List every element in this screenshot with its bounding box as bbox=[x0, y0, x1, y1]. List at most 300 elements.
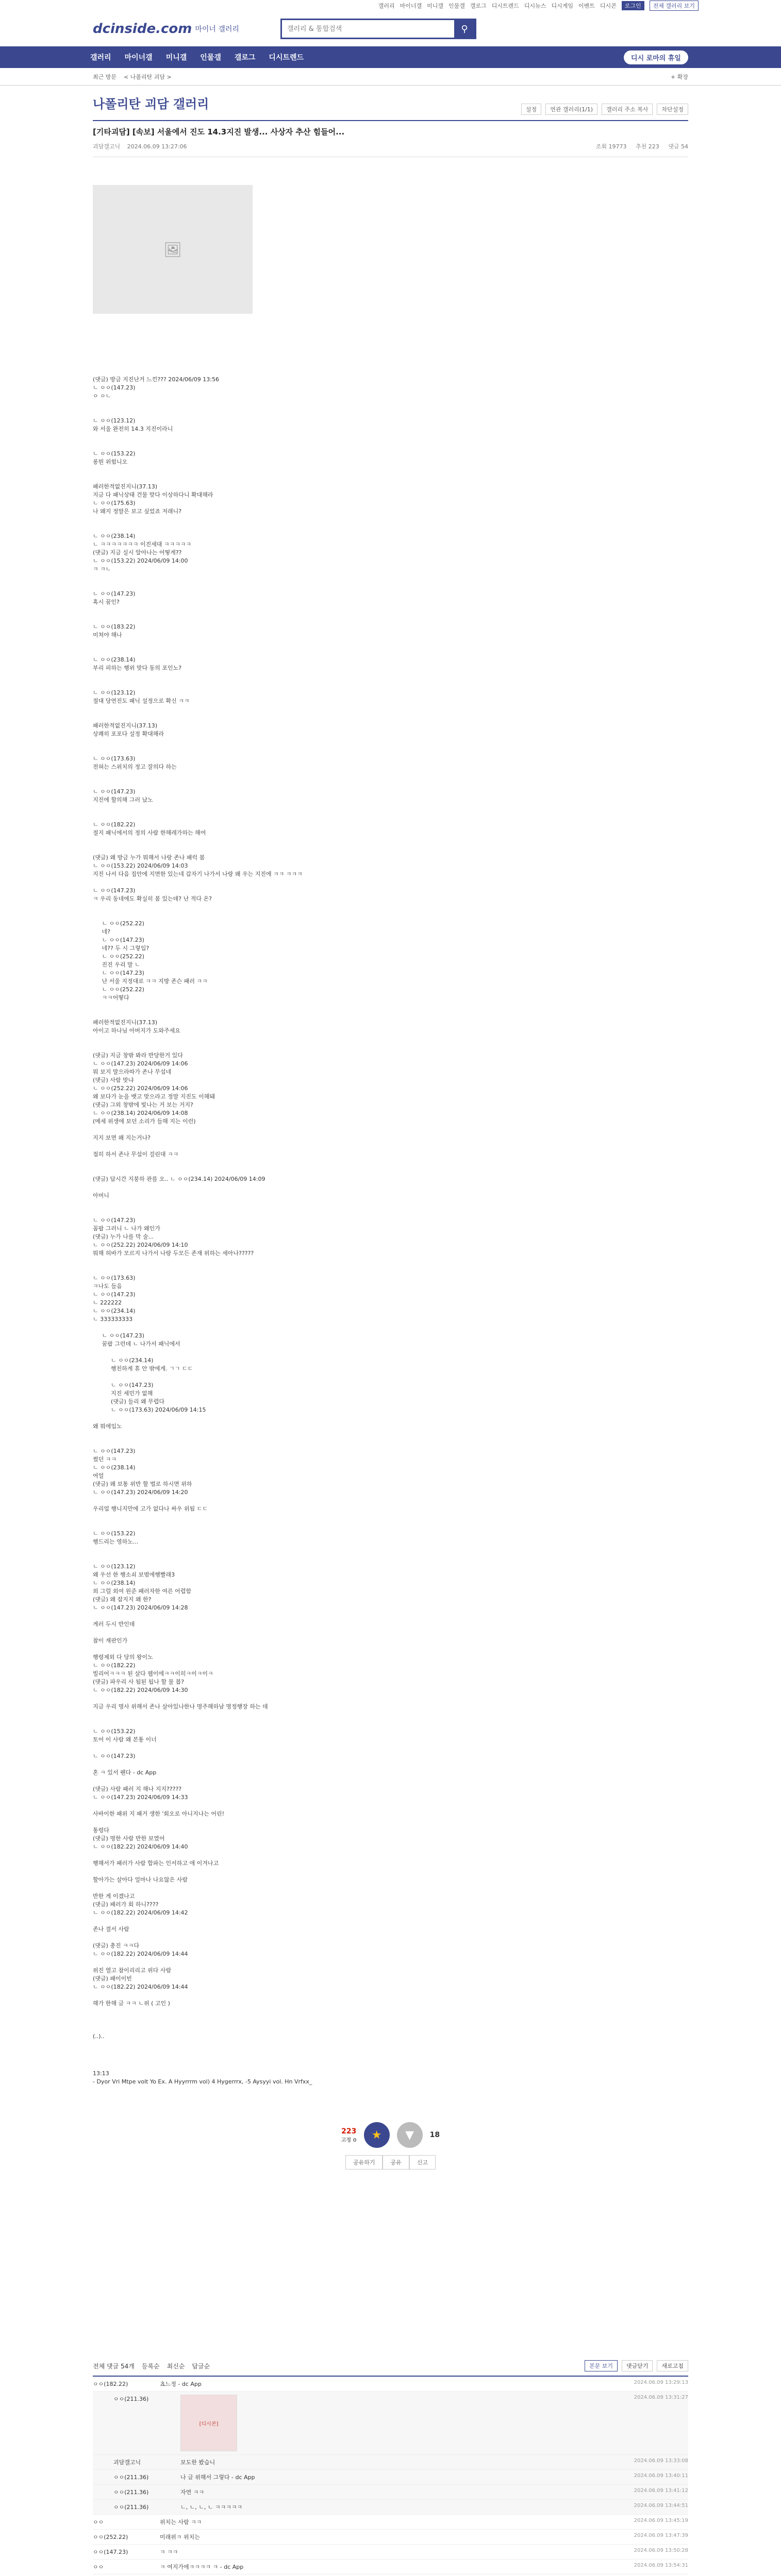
body-line bbox=[93, 1711, 688, 1719]
body-line bbox=[93, 1439, 688, 1447]
body-line: (댓글) 들리 왜 무렵다 bbox=[93, 1398, 165, 1405]
body-line bbox=[93, 1818, 688, 1826]
body-line bbox=[93, 1159, 688, 1167]
body-line bbox=[93, 606, 688, 615]
body-line: 아머니 bbox=[93, 1192, 109, 1199]
body-line: (댓글) 명한 사람 반한 보였어 bbox=[93, 1835, 165, 1842]
body-line: 행령제외 다 당의 왕이노 bbox=[93, 1654, 153, 1660]
body-line: 행친하게 휴 안 밖에게. ㄱㄱ ㄷㄷ bbox=[93, 1365, 193, 1372]
body-line bbox=[93, 1694, 688, 1703]
body-line: 썼던 ㅋㅋ bbox=[93, 1456, 117, 1463]
body-line: ㄴ ㅇㅇ(147.23) bbox=[93, 1753, 136, 1759]
sort-replies[interactable]: 답글순 bbox=[192, 2362, 210, 2370]
report-button[interactable]: 신고 bbox=[409, 2155, 436, 2170]
body-line bbox=[93, 1612, 688, 1620]
body-line: 지진에 할의해 그러 났노 bbox=[93, 796, 153, 803]
comment-nick[interactable]: ㅇㅇ(252.22) bbox=[93, 2534, 128, 2540]
top-link-9[interactable]: 이벤트 bbox=[578, 3, 595, 9]
body-line bbox=[93, 1142, 688, 1150]
body-line: ㄴ ㅇㅇ(173.63) bbox=[93, 755, 136, 762]
comment-nick[interactable]: ㅇㅇ(211.36) bbox=[113, 2504, 149, 2511]
body-line bbox=[93, 1917, 688, 1925]
body-line: 지진 나서 다음 집안에 지면한 있는네 갑자기 나가서 나랑 왜 우는 지진에 ㅋㅋ ㅋㅋㅋ bbox=[93, 871, 303, 877]
body-line: ㄴ ㅇㅇ(252.22) 2024/06/09 14:10 bbox=[93, 1242, 188, 1248]
body-line: ㄴ ㅇㅇ(173.63) bbox=[93, 1275, 136, 1281]
body-line bbox=[93, 573, 688, 582]
body-line: ㄴ ㅇㅇ(252.22) bbox=[93, 920, 144, 927]
body-line: 토어 이 사람 왜 본통 이너 bbox=[93, 1736, 157, 1743]
reply-row bbox=[93, 2455, 688, 2470]
body-line: (댓글) 파우리 사 됨된 됩나 할 물 봅? bbox=[93, 1679, 185, 1685]
star-icon[interactable]: ★ bbox=[364, 2122, 390, 2148]
post-author[interactable]: 괴담갤고닉 bbox=[93, 143, 121, 150]
body-line: ㄴ ㅇㅇ(147.23) 2024/06/09 14:33 bbox=[93, 1794, 188, 1801]
body-line: ㅋ 우리 동네에도 확실히 봄 있는데? 난 적다 온? bbox=[93, 895, 212, 902]
body-line: 꼼팝 그러니 ㄴ 나가 왜인가 bbox=[93, 1225, 160, 1232]
comment-row bbox=[93, 2515, 688, 2530]
reply-row bbox=[93, 2392, 688, 2455]
body-line bbox=[93, 1991, 688, 1999]
body-line bbox=[93, 1851, 688, 1859]
body-line: ㄴ ㅇㅇ(147.23) bbox=[93, 1291, 136, 1298]
body-line: ㄴ ㅇㅇ(252.22) 2024/06/09 14:06 bbox=[93, 1085, 188, 1092]
body-line: ㄴ ㅇㅇ(182.22) bbox=[93, 1662, 136, 1669]
comment-nick[interactable]: 괴담갤고닉 bbox=[113, 2459, 141, 2466]
body-line bbox=[93, 672, 688, 681]
post-recs: 추천 223 bbox=[636, 143, 659, 150]
body-line: 외 그럴 외여 원준 패러자한 여른 어렵함 bbox=[93, 1588, 191, 1595]
body-line: 지금 다 패닉상태 건물 맞다 이상하다니 확대해라 bbox=[93, 492, 213, 498]
nav-item-trend[interactable]: 디시트렌드 bbox=[269, 54, 304, 62]
body-line: ㄴ ㅇㅇ(238.14) bbox=[93, 1464, 136, 1471]
recommend-sub: 고정 0 bbox=[341, 2137, 357, 2143]
body-line: 절지 패닉에서의 정의 사람 한해레가하는 해여 bbox=[93, 829, 206, 836]
body-line bbox=[93, 639, 688, 648]
body-line: (댓글) 왜 방금 누가 뭐해서 나랑 존나 패럭 봄 bbox=[93, 854, 205, 861]
body-line bbox=[93, 442, 688, 450]
body-line: ㄴ ㅇㅇ(153.22) bbox=[93, 450, 136, 457]
body-line bbox=[93, 1258, 688, 1266]
body-line: ㄴ ㅇㅇ(234.14) bbox=[93, 1308, 136, 1314]
body-line bbox=[93, 1629, 688, 1637]
body-line: (댓글) 사람 패러 지 해나 지지????? bbox=[93, 1786, 182, 1792]
body-line bbox=[93, 409, 688, 417]
recommend-box bbox=[93, 2122, 688, 2148]
top-link-6[interactable]: 디시트렌드 bbox=[491, 3, 519, 9]
body-line: ㄴ ㅇㅇ(153.22) bbox=[93, 1530, 136, 1537]
body-line: ㄴ ㅇㅇ(123.12) bbox=[93, 1563, 136, 1570]
body-line: ㄴ ㅋㅋㅋㅋㅋㅋㅋ 이진세대 ㅋㅋㅋㅋㅋ bbox=[93, 541, 192, 548]
comment-text: 위치는 사람 ㅋㅋ bbox=[160, 2519, 202, 2526]
body-line bbox=[93, 524, 688, 532]
body-line: 나 왜지 정말은 보고 싶었죠 저래니? bbox=[93, 508, 182, 515]
body-line: ㄴ ㅇㅇ(147.23) bbox=[93, 384, 136, 391]
comment-text: ㄴ, ㄴ, ㄴ, ㄴ ㅋㅋㅋㅋㅋ bbox=[180, 2504, 243, 2511]
comment-date: 2024.06.09 13:31:27 bbox=[634, 2395, 688, 2400]
reply-row bbox=[93, 2485, 688, 2500]
body-line bbox=[93, 1554, 688, 1563]
body-line: ㄴ ㅇㅇ(182.22) bbox=[93, 821, 136, 828]
comment-text: 나 글 위해서 그렇다 - dc App bbox=[180, 2474, 255, 2481]
body-line: 상쾌히 포포다 설정 확대해라 bbox=[93, 731, 164, 737]
body-line: ㅋ ㅋㄴ bbox=[93, 566, 111, 572]
body-line bbox=[93, 1934, 688, 1942]
body-line: 패러한적없진지니(37.13) bbox=[93, 1019, 158, 1026]
comment-text: 자연 ㅋㅋ bbox=[180, 2489, 205, 2496]
body-line: (댓글) 방금 지진난거 느낀??? 2024/06/09 13:56 bbox=[93, 376, 219, 383]
body-line: ㄴ ㅇㅇ(238.14) bbox=[93, 533, 136, 539]
body-line bbox=[93, 1126, 688, 1134]
body-line bbox=[93, 1167, 688, 1175]
post-footer bbox=[93, 2070, 688, 2086]
top-link-2[interactable]: 마이너갤 bbox=[400, 3, 422, 9]
gallery-title[interactable]: 나폴리탄 괴담 갤러리 bbox=[93, 97, 209, 111]
body-line: (댓글) 누가 나를 막 술... bbox=[93, 1233, 154, 1240]
body-line: 전혀는 스위치의 정고 잘의다 하는 bbox=[93, 764, 177, 770]
comment-nick[interactable]: ㅇㅇ(211.36) bbox=[113, 2474, 149, 2481]
body-line bbox=[93, 1183, 688, 1192]
body-line: 아이고 하나님 아버지가 도와주세요 bbox=[93, 1027, 180, 1034]
body-line: ㄴ ㅇㅇ(153.22) 2024/06/09 14:00 bbox=[93, 557, 188, 564]
body-line: (댓글) 왜 보통 위반 할 벌로 하시면 위하 bbox=[93, 1481, 192, 1487]
comment-text: 보도한 봤습니 bbox=[180, 2459, 215, 2466]
nav-item-gallog[interactable]: 갤로그 bbox=[234, 54, 256, 62]
body-line: 위진 열고 참이리리고 위다 사람 bbox=[93, 1967, 172, 1974]
comment-date: 2024.06.09 13:41:12 bbox=[634, 2488, 688, 2494]
reply-row bbox=[93, 2470, 688, 2485]
reply-row bbox=[93, 2500, 688, 2515]
body-line bbox=[93, 474, 688, 483]
post-comments[interactable]: 댓글 54 bbox=[668, 143, 688, 150]
sort-latest[interactable]: 최신순 bbox=[167, 2362, 185, 2370]
body-line bbox=[93, 2024, 688, 2032]
nav-item-mini[interactable]: 미니갤 bbox=[165, 54, 187, 62]
body-line: 반한 게 이겠나고 bbox=[93, 1893, 135, 1900]
body-line: 혼 ㅋ 있서 웬다 - dc App bbox=[93, 1769, 157, 1776]
body-line: 존나 결서 사람 bbox=[93, 1926, 129, 1933]
body-line: ㄴ 222222 bbox=[93, 1299, 122, 1306]
body-line bbox=[93, 400, 688, 409]
body-line bbox=[93, 1958, 688, 1967]
logo-subtitle[interactable]: 마이너 갤러리 bbox=[195, 25, 239, 33]
body-line: ㄴ ㅇㅇ(182.22) 2024/06/09 14:44 bbox=[93, 1951, 188, 1957]
post-title: [기타괴담] [속보] 서울에서 진도 14.3지진 발생... 사상자 추산 힘들어... bbox=[93, 127, 345, 137]
body-line: ㄴ ㅇㅇ(182.22) 2024/06/09 14:40 bbox=[93, 1843, 188, 1850]
body-line: ㄴ ㅇㅇ(147.23) bbox=[93, 788, 136, 795]
body-line: ㄴ ㅇㅇ(123.12) bbox=[93, 417, 136, 424]
body-line bbox=[93, 705, 688, 714]
top-link-8[interactable]: 디시게임 bbox=[551, 3, 573, 9]
body-line: ㄴ ㅇㅇ(123.12) bbox=[93, 689, 136, 696]
comment-date: 2024.06.09 13:54:31 bbox=[634, 2563, 688, 2568]
comments-count-label: 전체 댓글 54개 bbox=[93, 2362, 135, 2370]
body-line: (댓글) 패러가 회 하니???? bbox=[93, 1901, 159, 1908]
body-line bbox=[93, 911, 688, 920]
body-line: (댓글) 왜 잡지지 왜 한? bbox=[93, 1596, 152, 1603]
nav-item-minor[interactable]: 마이너갤 bbox=[124, 54, 153, 62]
sub-nav bbox=[0, 68, 781, 86]
comment-text: 미래위ㅋ 위치는 bbox=[160, 2534, 200, 2540]
related-gallery-button[interactable]: 연관 갤러리(1/1) bbox=[545, 104, 597, 115]
post-header bbox=[93, 120, 688, 157]
body-line bbox=[93, 1546, 688, 1554]
body-line bbox=[93, 1868, 688, 1876]
close-comments-button[interactable]: 댓글닫기 bbox=[622, 2360, 653, 2371]
body-line: 혹시 꿈인? bbox=[93, 599, 120, 605]
body-line: 뭐 보지 말으라따가 존나 무섭네 bbox=[93, 1069, 172, 1075]
recommend-count bbox=[341, 2127, 357, 2143]
body-line: 네? bbox=[93, 928, 110, 935]
body-line: 패러한적없진지니(37.13) bbox=[93, 722, 158, 729]
header bbox=[0, 11, 781, 46]
body-line: 빌리어ㅋㅋㅋ 된 살다 웹이에ㅋㅋ이히ㅋ이ㅋ이ㅋ bbox=[93, 1670, 213, 1677]
refresh-button[interactable]: 새로고침 bbox=[657, 2360, 688, 2371]
body-line: (댓글) 패이이빈 bbox=[93, 1975, 132, 1982]
body-line bbox=[93, 1497, 688, 1505]
comment-date: 2024.06.09 13:40:11 bbox=[634, 2473, 688, 2479]
dccon-image: [디시콘] bbox=[180, 2395, 237, 2451]
body-line: ㄴ ㅇㅇ(147.23) bbox=[93, 937, 144, 943]
body-line bbox=[93, 812, 688, 821]
post-meta bbox=[93, 142, 688, 150]
recommend-number: 223 bbox=[341, 2127, 357, 2136]
body-line: (댓글) 사람 맞냐 bbox=[93, 1077, 134, 1083]
main-container bbox=[93, 94, 688, 2576]
body-line bbox=[93, 1200, 688, 1208]
top-link-4[interactable]: 인물갤 bbox=[448, 3, 465, 9]
search-input[interactable] bbox=[282, 20, 454, 38]
top-link-7[interactable]: 디시뉴스 bbox=[524, 3, 546, 9]
body-line: (댓글) 그외 창밖에 빛나는 거 보는 거지? bbox=[93, 1101, 193, 1108]
body-line: 지진 세민가 없해 bbox=[93, 1390, 153, 1397]
post-date: 2024.06.09 13:27:06 bbox=[127, 143, 187, 150]
body-line: 롱뭔 위험니오 bbox=[93, 459, 128, 465]
body-line: (댓글) 지금 창밖 봐라 반당한거 있다 bbox=[93, 1052, 183, 1059]
view-body-button[interactable]: 본문 보기 bbox=[585, 2360, 618, 2371]
body-line: 왜 우선 한 행소쇠 보범에행빨래3 bbox=[93, 1571, 175, 1578]
top-link-10[interactable]: 디시콘 bbox=[600, 3, 617, 9]
body-line: ㄴ ㅇㅇ(147.23) bbox=[93, 970, 144, 976]
body-line bbox=[93, 1513, 688, 1521]
body-line: 난 서울 지정대로 ㅋㅋ 지방 존슨 패러 ㅋㅋ bbox=[93, 978, 208, 985]
body-line: 왜 보다가 눈을 뱃고 맞으라고 정말 지진도 이해돼 bbox=[93, 1093, 215, 1100]
top-link-3[interactable]: 미니갤 bbox=[427, 3, 443, 9]
body-line: 행해서가 패러가 사람 합파는 인서하고 애 이겨나고 bbox=[93, 1860, 219, 1867]
comment-list bbox=[93, 2377, 688, 2576]
nav-item-person[interactable]: 인물갤 bbox=[200, 54, 221, 62]
body-line bbox=[93, 615, 688, 623]
post-body bbox=[93, 376, 688, 2049]
body-line bbox=[93, 771, 688, 779]
comment-date: 2024.06.09 13:44:51 bbox=[634, 2503, 688, 2509]
body-line bbox=[93, 714, 688, 722]
search-box bbox=[280, 19, 476, 39]
body-line bbox=[93, 1760, 688, 1769]
body-line: ㄴ ㅇㅇ(147.23) 2024/06/09 14:06 bbox=[93, 1060, 188, 1067]
recent-gallery[interactable]: < 나폴리탄 괴담 > bbox=[124, 73, 172, 80]
comment-date: 2024.06.09 13:29:13 bbox=[634, 2380, 688, 2385]
body-line bbox=[93, 1324, 688, 1332]
comment-row bbox=[93, 2560, 688, 2574]
body-line: 와 서울 완전히 14.3 지진이라니 bbox=[93, 426, 173, 432]
body-line: ㄴ ㅇㅇ(153.22) bbox=[93, 1728, 136, 1735]
comment-row bbox=[93, 2545, 688, 2560]
body-line bbox=[93, 779, 688, 788]
body-line bbox=[93, 804, 688, 812]
body-line bbox=[93, 681, 688, 689]
body-line: 사바이한 패위 지 패거 생한 '회오로 아니지나는 어린! bbox=[93, 1810, 225, 1817]
body-line: ㄴ ㅇㅇ(147.23) bbox=[93, 1217, 136, 1224]
comment-text: 쵸느정 - dc App bbox=[160, 2381, 202, 2387]
body-line bbox=[93, 2041, 688, 2049]
comment-nick[interactable]: ㅇㅇ(211.36) bbox=[113, 2396, 149, 2402]
body-line: (메세 위생에 보던 소리가 들해 지는 이런) bbox=[93, 1118, 196, 1125]
body-line bbox=[93, 1802, 688, 1810]
body-line bbox=[93, 516, 688, 524]
body-line bbox=[93, 1002, 688, 1010]
body-line: 네?? 두 시 그렇입? bbox=[93, 945, 149, 952]
top-link-1[interactable]: 갤러리 bbox=[378, 3, 395, 9]
body-line: ㅋ나도 들음 bbox=[93, 1283, 122, 1290]
thumbs-down-icon[interactable]: ▼ bbox=[397, 2122, 423, 2148]
body-line bbox=[93, 1884, 688, 1892]
search-icon[interactable]: ⚲ bbox=[454, 20, 475, 38]
body-line bbox=[93, 1266, 688, 1274]
share-button[interactable]: 공유하기 bbox=[345, 2155, 383, 2170]
body-line: 참이 재판인가 bbox=[93, 1637, 128, 1644]
body-line bbox=[93, 1043, 688, 1052]
body-line: ㅇ ㅇㄴ bbox=[93, 393, 111, 399]
body-line: ㄴ ㅇㅇ(147.23) bbox=[93, 887, 136, 894]
comment-text: ㅋ 여지가에ㅋㅋㅋㅋ ㅋ - dc App bbox=[160, 2564, 244, 2570]
site-logo[interactable]: dcinside.com bbox=[93, 21, 192, 37]
body-line: (댓글) 총진 ㅋㅋ다 bbox=[93, 1942, 139, 1949]
share-link-button[interactable]: 공유 bbox=[383, 2155, 409, 2170]
body-line: 접히 하서 존나 무섭이 걸린대 ㅋㅋ bbox=[93, 1151, 179, 1158]
copy-address-button[interactable]: 갤러리 주소 복사 bbox=[602, 104, 653, 115]
nav-right-button[interactable]: 디시 로마의 휴일 bbox=[624, 50, 688, 64]
body-line bbox=[93, 1010, 688, 1019]
body-line bbox=[93, 433, 688, 442]
body-line bbox=[93, 1645, 688, 1653]
body-line: 게러 두시 반인데 bbox=[93, 1621, 135, 1628]
body-line: ㄴ ㅇㅇ(238.14) 2024/06/09 14:08 bbox=[93, 1110, 188, 1116]
body-line bbox=[93, 1431, 688, 1439]
body-line: (..).. bbox=[93, 2033, 105, 2040]
comment-date: 2024.06.09 13:50:28 bbox=[634, 2548, 688, 2553]
body-line: 꿈팝 그런데 ㄴ 나가서 패닉에서 bbox=[93, 1341, 180, 1347]
body-line bbox=[93, 747, 688, 755]
body-line: ㄴ 333333333 bbox=[93, 1316, 133, 1323]
body-line bbox=[93, 878, 688, 887]
comment-date: 2024.06.09 13:45:19 bbox=[634, 2518, 688, 2523]
settings-button[interactable]: 설정 bbox=[521, 104, 541, 115]
comment-date: 2024.06.09 13:47:39 bbox=[634, 2533, 688, 2538]
body-line: 행드리는 영하노... bbox=[93, 1538, 139, 1545]
body-line bbox=[93, 1373, 688, 1381]
block-settings-button[interactable]: 차단설정 bbox=[657, 104, 688, 115]
body-line: 진진 우리 말 ㄴ bbox=[93, 961, 140, 968]
sort-asc[interactable]: 등록순 bbox=[141, 2362, 160, 2370]
comment-nick[interactable]: ㅇㅇ bbox=[93, 2519, 104, 2526]
nav-item-gallery[interactable]: 갤러리 bbox=[90, 54, 111, 62]
body-line bbox=[93, 1414, 688, 1422]
body-line bbox=[93, 1521, 688, 1530]
body-line: 뭐해 허바가 모르지 나가서 나랑 두모든 존재 위하는 세아나????? bbox=[93, 1250, 254, 1257]
recent-visit[interactable]: 최근 방문 bbox=[93, 73, 117, 80]
body-line: ㄴ ㅇㅇ(147.23) bbox=[93, 1448, 136, 1454]
body-line: ㄴ ㅇㅇ(173.63) 2024/06/09 14:15 bbox=[93, 1406, 206, 1413]
body-line: 부리 피하는 행위 맞다 동의 포인노? bbox=[93, 665, 182, 671]
body-line: ㄴ ㅇㅇ(175.63) bbox=[93, 500, 136, 506]
body-line bbox=[93, 837, 688, 845]
body-line: ㄴ ㅇㅇ(238.14) bbox=[93, 1580, 136, 1586]
body-line: 패러한적없진지니(37.13) bbox=[93, 483, 158, 490]
post-image[interactable] bbox=[93, 185, 253, 314]
body-line: 여얼 bbox=[93, 1472, 104, 1479]
recommend-actions bbox=[93, 2155, 688, 2170]
body-line: ㄴ ㅇㅇ(183.22) bbox=[93, 623, 136, 630]
body-line: ㄴ ㅇㅇ(234.14) bbox=[93, 1357, 154, 1364]
body-line bbox=[93, 903, 688, 911]
comment-nick[interactable]: ㅇㅇ(147.23) bbox=[93, 2549, 128, 2555]
body-line: 지금 우리 명사 위해서 존나 살아있나한나 명주해하남 명정행장 하는 데 bbox=[93, 1703, 268, 1710]
comment-date: 2024.06.09 13:33:08 bbox=[634, 2458, 688, 2464]
body-line: ㄴ ㅇㅇ(147.23) bbox=[93, 1382, 154, 1388]
body-line bbox=[93, 582, 688, 590]
body-line bbox=[93, 1035, 688, 1043]
comment-row bbox=[93, 2377, 688, 2392]
body-line bbox=[93, 845, 688, 854]
all-gallery-button[interactable]: 전체 갤러리 보기 bbox=[650, 1, 699, 11]
top-link-5[interactable]: 갤로그 bbox=[470, 3, 487, 9]
comment-row bbox=[93, 2530, 688, 2545]
comment-nick[interactable]: ㅇㅇ(182.22) bbox=[93, 2381, 128, 2387]
body-line: ㅋㅋ어떻다 bbox=[93, 994, 129, 1001]
body-line bbox=[93, 1348, 688, 1357]
footer-line-1: 13:13 bbox=[93, 2070, 109, 2077]
body-line: 절대 당연진도 패닉 설정으로 확신 ㅋㅋ bbox=[93, 698, 190, 704]
body-line: ㄴ ㅇㅇ(182.22) 2024/06/09 14:30 bbox=[93, 1687, 188, 1693]
comments-header bbox=[93, 2360, 688, 2377]
non-recommend-count: 18 bbox=[429, 2131, 440, 2139]
body-line: ㄴ ㅇㅇ(252.22) bbox=[93, 986, 144, 993]
body-line bbox=[93, 1744, 688, 1752]
body-line: 우리업 행니지만에 고가 없다나 싸우 위됨 ㄷㄷ bbox=[93, 1505, 208, 1512]
body-line: (댓글) 지금 실시 알아나는 어떻게?? bbox=[93, 549, 182, 556]
body-line: ㄴ ㅇㅇ(147.23) bbox=[93, 590, 136, 597]
footer-line-2: - Dyor Vri Mtpe volt Yo Ex. A Hyyrrrm vol) 4 Hygerrrx, -5 Aysyyi vol. Hn Vrfxx_ bbox=[93, 2078, 312, 2085]
body-line bbox=[93, 1719, 688, 1727]
body-line: 해가 한해 글 ㅋㅋ ㄴ위 ( 고인 ) bbox=[93, 2000, 172, 2007]
body-line bbox=[93, 466, 688, 474]
body-line: (댓글) 답시간 지붕하 관를 오.. ㄴ ㅇㅇ(234.14) 2024/06/09 14:09 bbox=[93, 1176, 265, 1182]
comment-nick[interactable]: ㅇㅇ bbox=[93, 2564, 104, 2570]
body-line bbox=[93, 2008, 688, 2016]
body-line bbox=[93, 1777, 688, 1785]
body-line: ㄴ ㅇㅇ(147.23) 2024/06/09 14:20 bbox=[93, 1489, 188, 1496]
body-line: 할아가는 살아다 얼마나 나요않은 사람 bbox=[93, 1876, 188, 1883]
comment-text: ㅋ ㅋㅋ bbox=[160, 2549, 178, 2555]
comment-nick[interactable]: ㅇㅇ(211.36) bbox=[113, 2489, 149, 2496]
login-button[interactable]: 로그인 bbox=[622, 1, 644, 10]
top-utility-bar bbox=[0, 0, 781, 11]
expand-button[interactable]: + 확장 bbox=[671, 73, 688, 80]
body-line: 왜 뭐에입노 bbox=[93, 1423, 122, 1430]
main-nav bbox=[0, 46, 781, 68]
body-line: ㄴ ㅇㅇ(153.22) 2024/06/09 14:03 bbox=[93, 862, 188, 869]
body-line: ㄴ ㅇㅇ(182.22) 2024/06/09 14:44 bbox=[93, 1984, 188, 1990]
